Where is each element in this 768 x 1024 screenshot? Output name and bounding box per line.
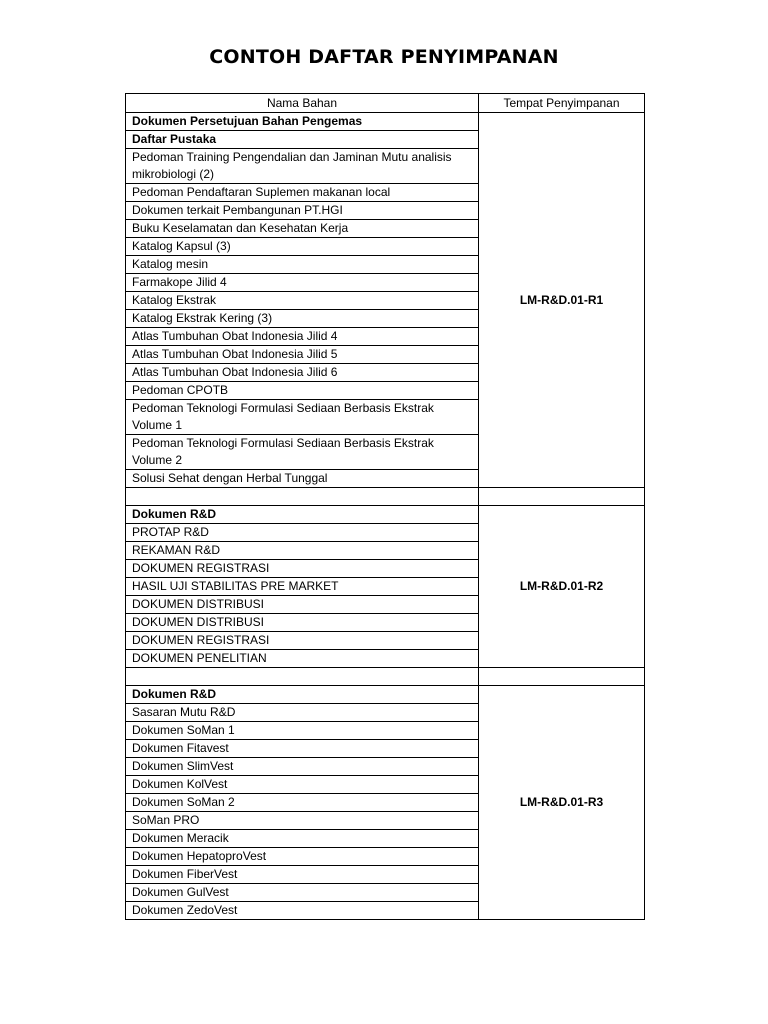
table-row: [126, 113, 645, 131]
item-name-cell: DOKUMEN PENELITIAN: [126, 650, 479, 668]
item-name-cell: Dokumen SoMan 1: [126, 722, 479, 740]
item-name-cell: Pedoman Training Pengendalian dan Jaminan Mutu analisis mikrobiologi (2): [126, 149, 479, 184]
item-name-cell: Dokumen terkait Pembangunan PT.HGI: [126, 202, 479, 220]
table-row: [126, 686, 645, 704]
item-name-cell: DOKUMEN REGISTRASI: [126, 632, 479, 650]
item-name-cell: Dokumen KolVest: [126, 776, 479, 794]
empty-cell: [126, 488, 479, 506]
item-name-cell: Sasaran Mutu R&D: [126, 704, 479, 722]
item-name-cell: Daftar Pustaka: [126, 131, 479, 149]
item-name-cell: DOKUMEN REGISTRASI: [126, 560, 479, 578]
item-name-cell: Pedoman Teknologi Formulasi Sediaan Berbasis Ekstrak Volume 2: [126, 435, 479, 470]
empty-cell: [479, 668, 645, 686]
item-name-cell: Pedoman Teknologi Formulasi Sediaan Berbasis Ekstrak Volume 1: [126, 400, 479, 435]
item-name-cell: Katalog Ekstrak Kering (3): [126, 310, 479, 328]
empty-cell: [126, 668, 479, 686]
table-body: [126, 113, 645, 920]
item-name-cell: Dokumen Meracik: [126, 830, 479, 848]
storage-location-cell: LM-R&D.01-R1: [479, 113, 645, 488]
storage-table: [125, 93, 645, 920]
item-name-cell: Pedoman CPOTB: [126, 382, 479, 400]
item-name-cell: Farmakope Jilid 4: [126, 274, 479, 292]
item-name-cell: Pedoman Pendaftaran Suplemen makanan local: [126, 184, 479, 202]
column-header-location: Tempat Penyimpanan: [479, 94, 645, 113]
item-name-cell: Solusi Sehat dengan Herbal Tunggal: [126, 470, 479, 488]
table-header-row: [126, 94, 645, 113]
item-name-cell: Atlas Tumbuhan Obat Indonesia Jilid 5: [126, 346, 479, 364]
item-name-cell: Katalog mesin: [126, 256, 479, 274]
item-name-cell: Dokumen SlimVest: [126, 758, 479, 776]
item-name-cell: Dokumen FiberVest: [126, 866, 479, 884]
item-name-cell: DOKUMEN DISTRIBUSI: [126, 596, 479, 614]
item-name-cell: Dokumen ZedoVest: [126, 902, 479, 920]
item-name-cell: HASIL UJI STABILITAS PRE MARKET: [126, 578, 479, 596]
item-name-cell: Dokumen R&D: [126, 686, 479, 704]
item-name-cell: Buku Keselamatan dan Kesehatan Kerja: [126, 220, 479, 238]
empty-cell: [479, 488, 645, 506]
item-name-cell: Dokumen HepatoproVest: [126, 848, 479, 866]
storage-location-cell: LM-R&D.01-R2: [479, 506, 645, 668]
item-name-cell: PROTAP R&D: [126, 524, 479, 542]
item-name-cell: Katalog Kapsul (3): [126, 238, 479, 256]
page-title: CONTOH DAFTAR PENYIMPANAN: [209, 46, 559, 68]
item-name-cell: Dokumen SoMan 2: [126, 794, 479, 812]
item-name-cell: Dokumen Persetujuan Bahan Pengemas: [126, 113, 479, 131]
storage-location-cell: LM-R&D.01-R3: [479, 686, 645, 920]
item-name-cell: REKAMAN R&D: [126, 542, 479, 560]
item-name-cell: Dokumen GulVest: [126, 884, 479, 902]
item-name-cell: Katalog Ekstrak: [126, 292, 479, 310]
spacer-row: [126, 488, 645, 506]
item-name-cell: SoMan PRO: [126, 812, 479, 830]
item-name-cell: Atlas Tumbuhan Obat Indonesia Jilid 4: [126, 328, 479, 346]
table-row: [126, 506, 645, 524]
spacer-row: [126, 668, 645, 686]
column-header-name: Nama Bahan: [126, 94, 479, 113]
item-name-cell: Atlas Tumbuhan Obat Indonesia Jilid 6: [126, 364, 479, 382]
item-name-cell: Dokumen Fitavest: [126, 740, 479, 758]
item-name-cell: DOKUMEN DISTRIBUSI: [126, 614, 479, 632]
item-name-cell: Dokumen R&D: [126, 506, 479, 524]
